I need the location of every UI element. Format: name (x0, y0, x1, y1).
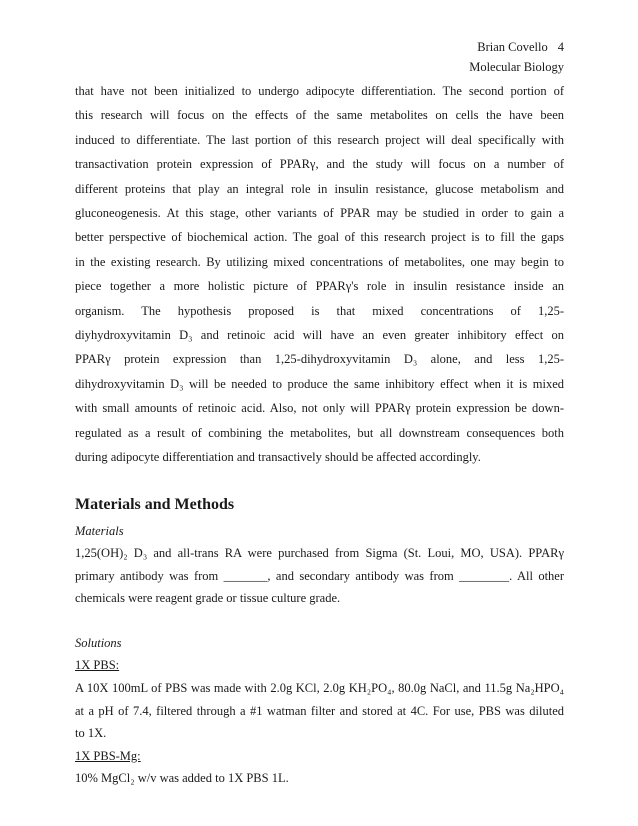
text-line: diyhydroxyvitamin D₃ and retinoic acid will have an even greater inhibitory effect on (75, 328, 564, 343)
running-header (469, 37, 564, 77)
text-line: different proteins that play an integral role in insulin resistance, glucose metabolism and (75, 181, 564, 196)
header-course: Molecular Biology (469, 60, 564, 74)
text-line: primary antibody was from _______, and secondary antibody was from ________. All other (75, 568, 564, 583)
pbs-mg-text: 10% MgCl₂ w/v was added to 1X PBS 1L. (75, 771, 289, 786)
text-line: at a pH of 7.4, filtered through a #1 watman filter and stored at 4C. For use, PBS was diluted (75, 703, 564, 718)
solution-label-pbs: 1X PBS: (75, 658, 120, 673)
document-body (75, 79, 564, 790)
text-line: 1,25(OH)₂ D₃ and all-trans RA were purchased from Sigma (St. Loui, MO, USA). PPARγ (75, 546, 564, 561)
intro-paragraph (75, 79, 564, 470)
text-line: better perspective of biochemical action. The goal of this research project is to fill the gaps (75, 230, 564, 245)
text-line: during adipocyte differentiation and transactively should be affected accordingly. (75, 450, 481, 465)
text-line: piece together a more holistic picture of PPARγ's role in insulin resistance inside an (75, 279, 564, 294)
subsection-label-solutions: Solutions (75, 635, 122, 650)
text-line: organism. The hypothesis proposed is that mixed concentrations of 1,25- (75, 303, 564, 318)
text-line: gluconeogenesis. At this stage, other variants of PPAR may be studied in order to gain a (75, 206, 564, 221)
text-line: chemicals were reagent grade or tissue culture grade. (75, 591, 341, 606)
materials-paragraph (75, 542, 564, 610)
text-line: induced to differentiate. The last portion of this research project will deal specifically with (75, 132, 564, 147)
text-line: transactivation protein expression of PPARγ, and the study will focus on a number of (75, 157, 564, 172)
solution-label-pbs-mg: 1X PBS-Mg: (75, 748, 141, 763)
pbs-paragraph (75, 677, 564, 745)
text-line: PPARγ protein expression than 1,25-dihydroxyvitamin D₃ alone, and less 1,25- (75, 352, 564, 367)
subsection-label-materials: Materials (75, 523, 124, 538)
section-heading-materials-methods: Materials and Methods (75, 495, 235, 513)
text-line: with small amounts of retinoic acid. Also, not only will PPARγ protein expression be down- (75, 401, 564, 416)
text-line: in the existing research. By utilizing mixed concentrations of metabolites, one may begin to (75, 254, 564, 269)
header-author: Brian Covello (477, 40, 548, 54)
text-line: A 10X 100mL of PBS was made with 2.0g KCl, 2.0g KH₂PO₄, 80.0g NaCl, and 11.5g Na₂HPO₄ (75, 681, 564, 696)
text-line: to 1X. (75, 726, 107, 741)
header-page-number: 4 (557, 40, 564, 54)
text-line: this research will focus on the effects of the same metabolites on cells the have been (75, 108, 564, 123)
text-line: dihydroxyvitamin D₃ will be needed to produce the same inhibitory effect when it is mixed (75, 376, 564, 391)
text-line: that have not been initialized to undergo adipocyte differentiation. The second portion of (75, 84, 564, 98)
text-line: regulated as a result of combining the metabolites, but all downstream consequences both (75, 425, 564, 440)
